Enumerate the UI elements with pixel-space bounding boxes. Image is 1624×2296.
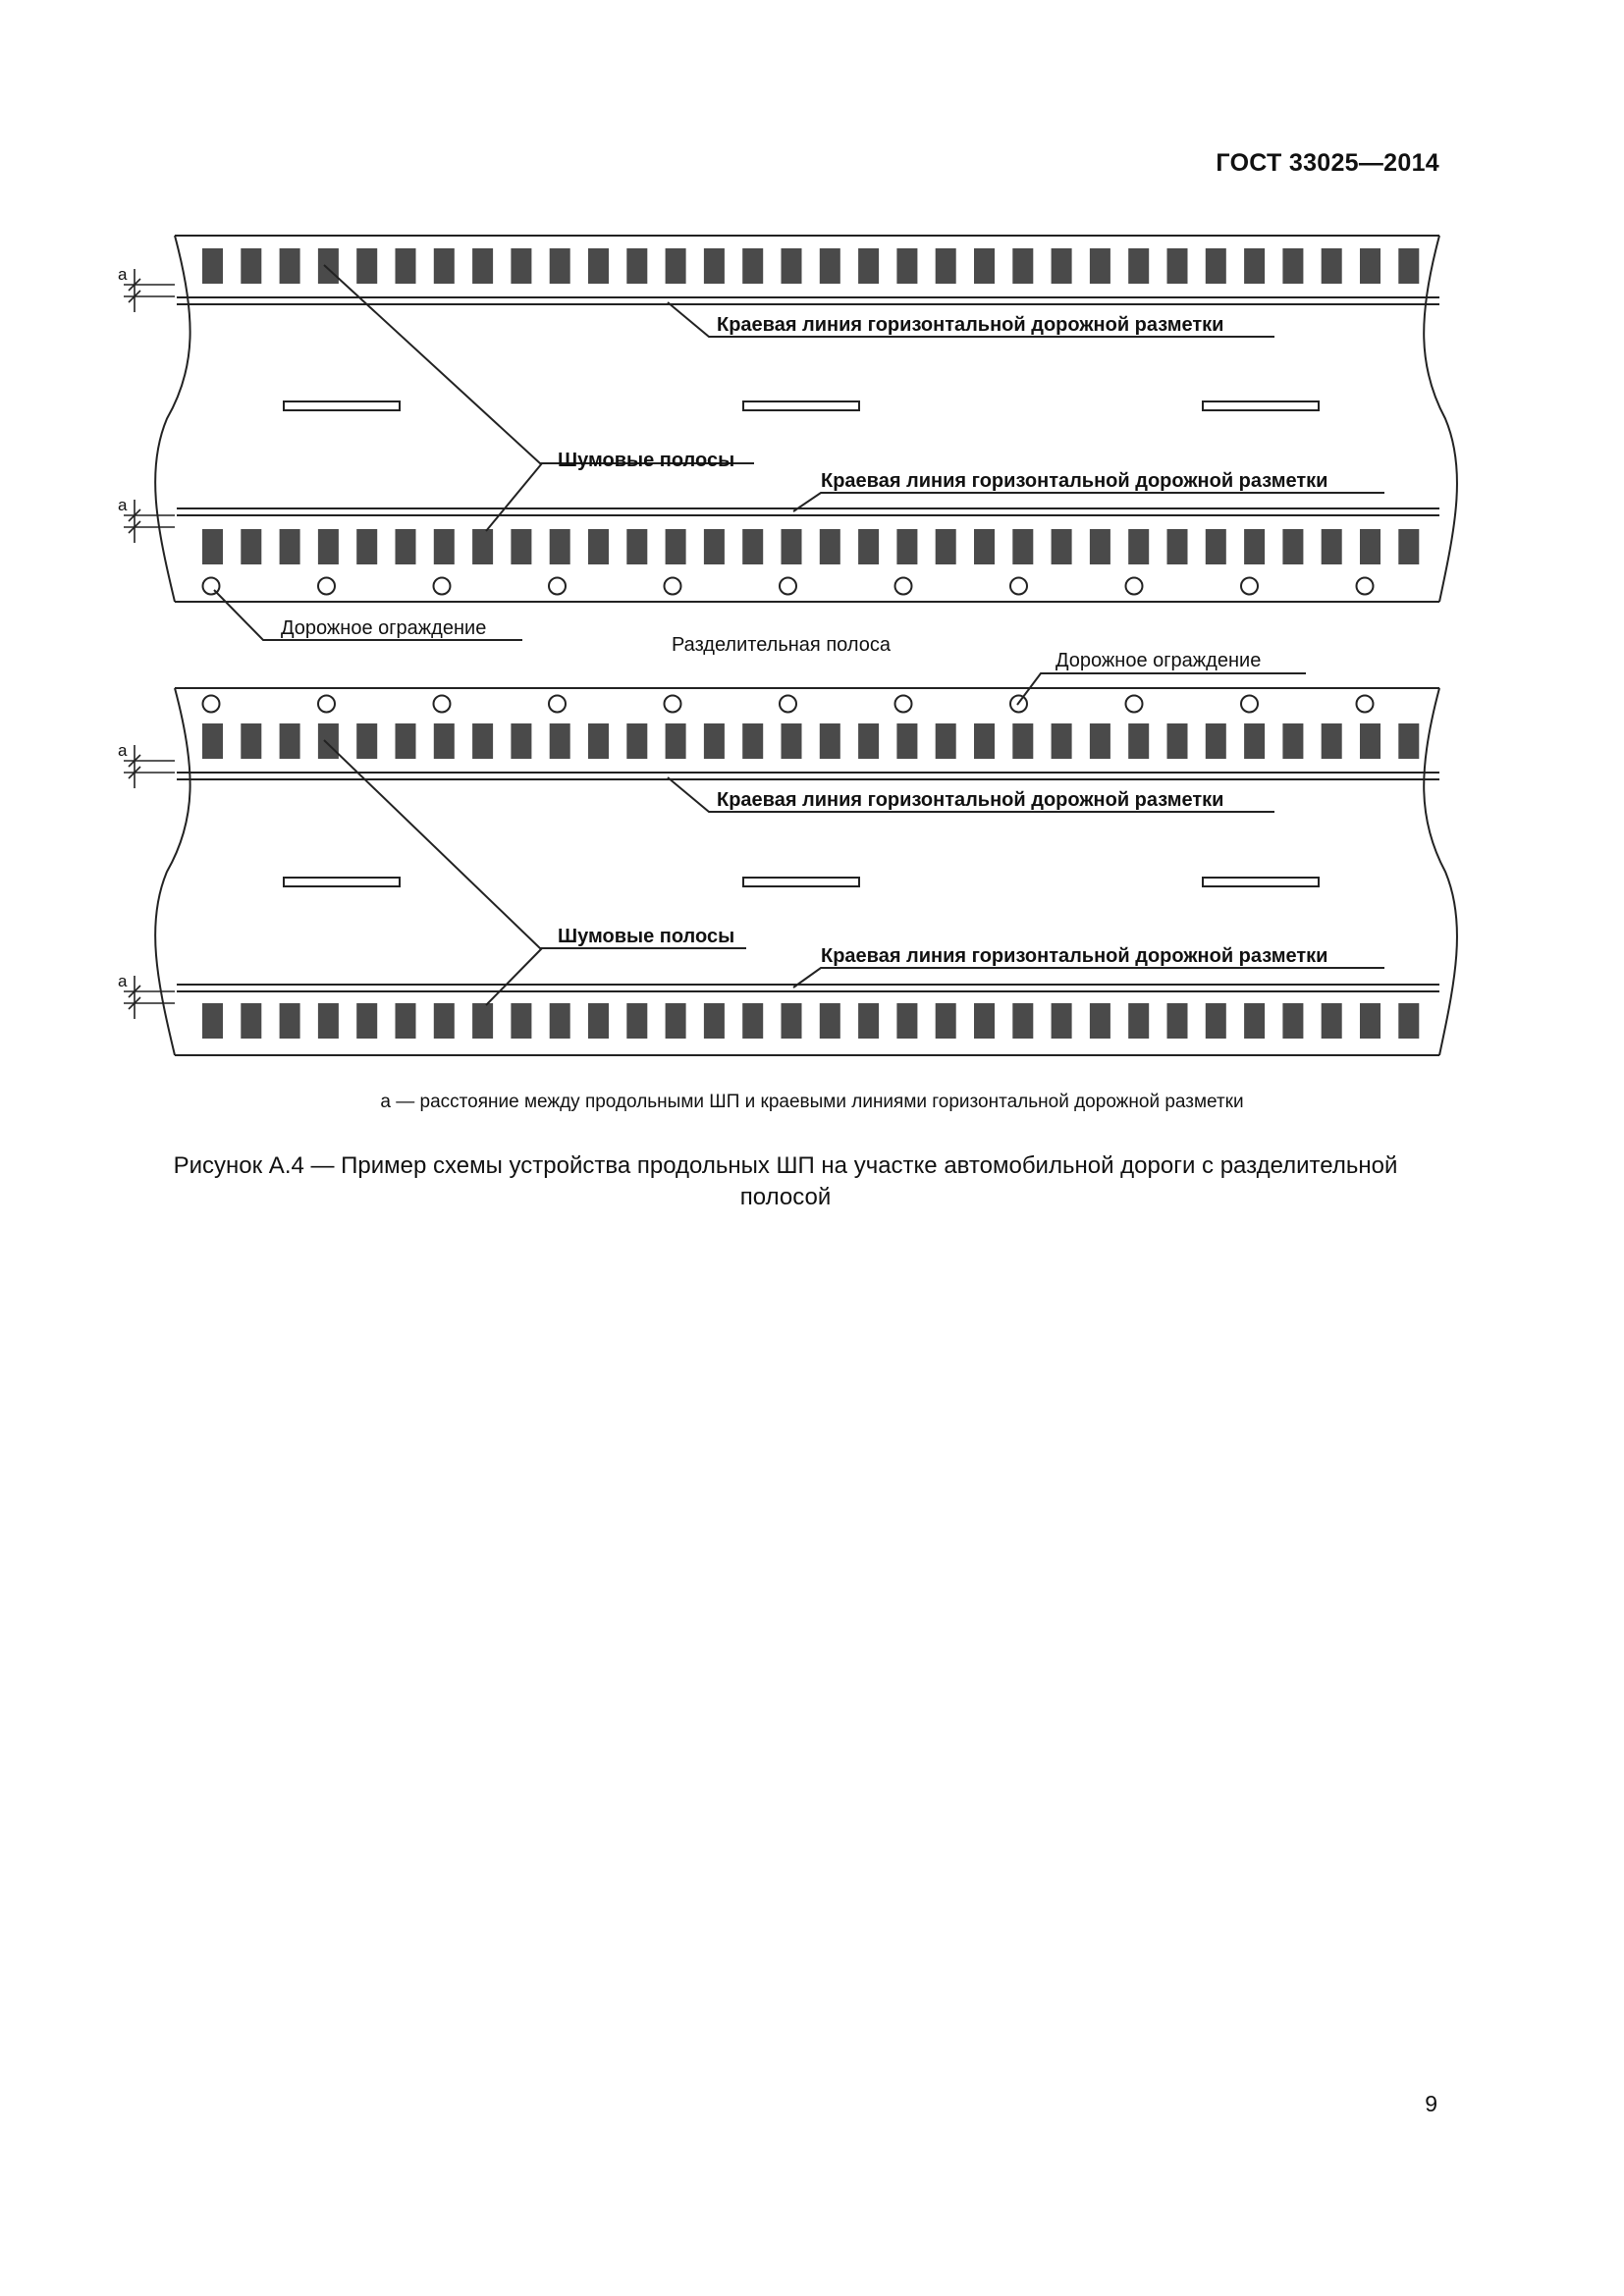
rumble-strip [858, 723, 879, 759]
rumble-strip [974, 723, 995, 759]
rumble-strip [588, 248, 609, 284]
rumble-strip [1244, 723, 1265, 759]
rumble-strip [1244, 1003, 1265, 1039]
road-1-top-rumble-strip-row [202, 248, 1419, 284]
barrier-post [549, 696, 566, 713]
dimension-label: a [118, 265, 128, 284]
center-lane-dash [284, 878, 400, 886]
rumble-strip [1052, 248, 1072, 284]
road-1-bottom-edge-line [177, 508, 1439, 515]
rumble-strip [782, 529, 802, 564]
barrier-post [434, 578, 451, 595]
barrier-post [1126, 696, 1143, 713]
road-1-bottom-dimension-a [124, 500, 175, 543]
rumble-strip [782, 723, 802, 759]
rumble-strips-leader [486, 948, 542, 1005]
rumble-strip [241, 529, 261, 564]
road-2-right-break-line [1424, 688, 1457, 1055]
rumble-strip [626, 529, 647, 564]
rumble-strip [434, 1003, 455, 1039]
rumble-strip [511, 529, 531, 564]
barrier-post [1357, 696, 1374, 713]
rumble-strip [1322, 248, 1342, 284]
barrier-post [1010, 578, 1027, 595]
barrier-post [1241, 578, 1258, 595]
rumble-strip [704, 723, 725, 759]
rumble-strip [318, 529, 339, 564]
rumble-strips-label: Шумовые полосы [558, 926, 735, 947]
rumble-strip [241, 1003, 261, 1039]
rumble-strip [1360, 248, 1380, 284]
rumble-strip [356, 529, 377, 564]
barrier-label: Дорожное ограждение [1056, 650, 1262, 671]
rumble-strip [550, 248, 570, 284]
rumble-strip [511, 1003, 531, 1039]
rumble-strip [588, 529, 609, 564]
road-2-bottom-rumble-strip-row [202, 1003, 1419, 1039]
rumble-strip [356, 1003, 377, 1039]
rumble-strip [318, 1003, 339, 1039]
rumble-strip [626, 1003, 647, 1039]
rumble-strip [1090, 1003, 1110, 1039]
rumble-strip [202, 723, 223, 759]
rumble-strip [396, 529, 416, 564]
rumble-strip [626, 723, 647, 759]
rumble-strip [1206, 723, 1226, 759]
rumble-strip [820, 1003, 840, 1039]
road-1-top-dimension-a [124, 269, 175, 312]
rumble-strip [1052, 723, 1072, 759]
rumble-strip [550, 529, 570, 564]
center-lane-dash [743, 401, 859, 410]
rumble-strip [472, 529, 493, 564]
rumble-strip [588, 723, 609, 759]
rumble-strip [1128, 723, 1149, 759]
road-2-left-break-line [155, 688, 190, 1055]
rumble-strip [974, 529, 995, 564]
rumble-strip [396, 1003, 416, 1039]
rumble-strip [1322, 1003, 1342, 1039]
rumble-strip [356, 248, 377, 284]
rumble-strip [704, 248, 725, 284]
barrier-post [895, 696, 912, 713]
barrier-post [434, 696, 451, 713]
rumble-strip [1244, 248, 1265, 284]
rumble-strip [1360, 1003, 1380, 1039]
barrier-post [549, 578, 566, 595]
edge-line-label: Краевая линия горизонтальной дорожной разметки [717, 314, 1224, 336]
rumble-strip [704, 1003, 725, 1039]
road-2-top-dimension-a [124, 745, 175, 788]
barrier-label: Дорожное ограждение [281, 617, 487, 639]
rumble-strip [936, 248, 956, 284]
rumble-strip [1128, 529, 1149, 564]
rumble-strip [666, 529, 686, 564]
rumble-strip [472, 1003, 493, 1039]
rumble-strip [896, 723, 917, 759]
rumble-strip [1012, 1003, 1033, 1039]
rumble-strip [1012, 529, 1033, 564]
rumble-strip [1282, 723, 1303, 759]
rumble-strip [1206, 248, 1226, 284]
rumble-strip [1398, 248, 1419, 284]
rumble-strip [1128, 248, 1149, 284]
barrier-post [203, 696, 220, 713]
road-2-bottom-edge-line [177, 985, 1439, 991]
barrier-post [1241, 696, 1258, 713]
rumble-strip [202, 529, 223, 564]
barrier-post [780, 696, 796, 713]
rumble-strip [434, 529, 455, 564]
rumble-strip [666, 723, 686, 759]
rumble-strip [1206, 529, 1226, 564]
median-label: Разделительная полоса [672, 634, 891, 656]
rumble-strip [858, 248, 879, 284]
edge-line-label: Краевая линия горизонтальной дорожной разметки [821, 470, 1328, 492]
edge-line-label: Краевая линия горизонтальной дорожной разметки [821, 945, 1328, 967]
rumble-strip [742, 248, 763, 284]
dimension-label: a [118, 741, 128, 760]
rumble-strip [704, 529, 725, 564]
edge-line-label: Краевая линия горизонтальной дорожной разметки [717, 789, 1224, 811]
road-1-barrier-row [203, 578, 1374, 595]
rumble-strip [974, 1003, 995, 1039]
rumble-strip [858, 529, 879, 564]
dimension-label: a [118, 972, 128, 990]
rumble-strip [1282, 248, 1303, 284]
rumble-strip [666, 248, 686, 284]
road-2-barrier-row [203, 696, 1374, 713]
rumble-strip [241, 723, 261, 759]
rumble-strips-leader [486, 463, 542, 531]
road-2-center-dash-row [284, 878, 1319, 886]
rumble-strip [820, 723, 840, 759]
figure-caption: Рисунок А.4 — Пример схемы устройства продольных ШП на участке автомобильной дороги с разделительной полосой [173, 1152, 1398, 1210]
barrier-post [665, 696, 681, 713]
road-1-right-break-line [1424, 236, 1457, 602]
road-1-left-break-line [155, 236, 190, 602]
road-2-top-edge-line [177, 773, 1439, 779]
rumble-strip [820, 529, 840, 564]
rumble-strip [434, 723, 455, 759]
dimension-label: a [118, 496, 128, 514]
rumble-strip [1090, 723, 1110, 759]
rumble-strip [1167, 723, 1188, 759]
figure-legend: а — расстояние между продольными ШП и краевыми линиями горизонтальной дорожной разметки [380, 1092, 1244, 1112]
road-1-bottom-rumble-strip-row [202, 529, 1419, 564]
road-2-bottom-dimension-a [124, 976, 175, 1019]
rumble-strip [936, 723, 956, 759]
rumble-strip [626, 248, 647, 284]
rumble-strip [666, 1003, 686, 1039]
rumble-strip [202, 248, 223, 284]
barrier-post [1126, 578, 1143, 595]
barrier-post [780, 578, 796, 595]
rumble-strip [396, 248, 416, 284]
center-lane-dash [1203, 878, 1319, 886]
rumble-strip [280, 529, 300, 564]
barrier-post [665, 578, 681, 595]
rumble-strip [434, 248, 455, 284]
rumble-strip [550, 723, 570, 759]
rumble-strip [356, 723, 377, 759]
rumble-strip [318, 723, 339, 759]
rumble-strip [1052, 1003, 1072, 1039]
rumble-strip [936, 529, 956, 564]
barrier-post [895, 578, 912, 595]
rumble-strip [511, 248, 531, 284]
rumble-strip [782, 1003, 802, 1039]
rumble-strips-label: Шумовые полосы [558, 450, 735, 471]
rumble-strip [550, 1003, 570, 1039]
rumble-strip [742, 723, 763, 759]
document-standard-number: ГОСТ 33025—2014 [1216, 149, 1439, 177]
rumble-strip [241, 248, 261, 284]
rumble-strip [1167, 529, 1188, 564]
rumble-strip [896, 529, 917, 564]
rumble-strip [742, 1003, 763, 1039]
center-lane-dash [284, 401, 400, 410]
center-lane-dash [1203, 401, 1319, 410]
rumble-strip [511, 723, 531, 759]
rumble-strip [396, 723, 416, 759]
rumble-strips-leader [324, 265, 754, 463]
rumble-strip [202, 1003, 223, 1039]
rumble-strip [1167, 1003, 1188, 1039]
rumble-strip [742, 529, 763, 564]
road-scheme-figure [0, 0, 1624, 1090]
rumble-strip [858, 1003, 879, 1039]
rumble-strip [1322, 723, 1342, 759]
rumble-strip [1360, 723, 1380, 759]
rumble-strip [1282, 1003, 1303, 1039]
rumble-strip [782, 248, 802, 284]
rumble-strip [1090, 529, 1110, 564]
barrier-post [318, 696, 335, 713]
rumble-strip [974, 248, 995, 284]
rumble-strip [1012, 723, 1033, 759]
rumble-strip [936, 1003, 956, 1039]
road-2-top-rumble-strip-row [202, 723, 1419, 759]
rumble-strip [280, 723, 300, 759]
rumble-strip [820, 248, 840, 284]
rumble-strip [472, 723, 493, 759]
rumble-strip [280, 1003, 300, 1039]
rumble-strips-leader [324, 740, 746, 948]
rumble-strip [318, 248, 339, 284]
rumble-strip [1322, 529, 1342, 564]
rumble-strip [896, 1003, 917, 1039]
rumble-strip [1090, 248, 1110, 284]
barrier-post [1357, 578, 1374, 595]
rumble-strip [1128, 1003, 1149, 1039]
rumble-strip [1398, 529, 1419, 564]
rumble-strip [1206, 1003, 1226, 1039]
road-1-center-dash-row [284, 401, 1319, 410]
rumble-strip [1052, 529, 1072, 564]
rumble-strip [896, 248, 917, 284]
rumble-strip [1282, 529, 1303, 564]
barrier-post [318, 578, 335, 595]
rumble-strip [1398, 723, 1419, 759]
rumble-strip [1012, 248, 1033, 284]
rumble-strip [1360, 529, 1380, 564]
center-lane-dash [743, 878, 859, 886]
rumble-strip [1244, 529, 1265, 564]
rumble-strip [1398, 1003, 1419, 1039]
rumble-strip [472, 248, 493, 284]
rumble-strip [588, 1003, 609, 1039]
rumble-strip [280, 248, 300, 284]
page-number: 9 [1425, 2091, 1437, 2116]
rumble-strip [1167, 248, 1188, 284]
